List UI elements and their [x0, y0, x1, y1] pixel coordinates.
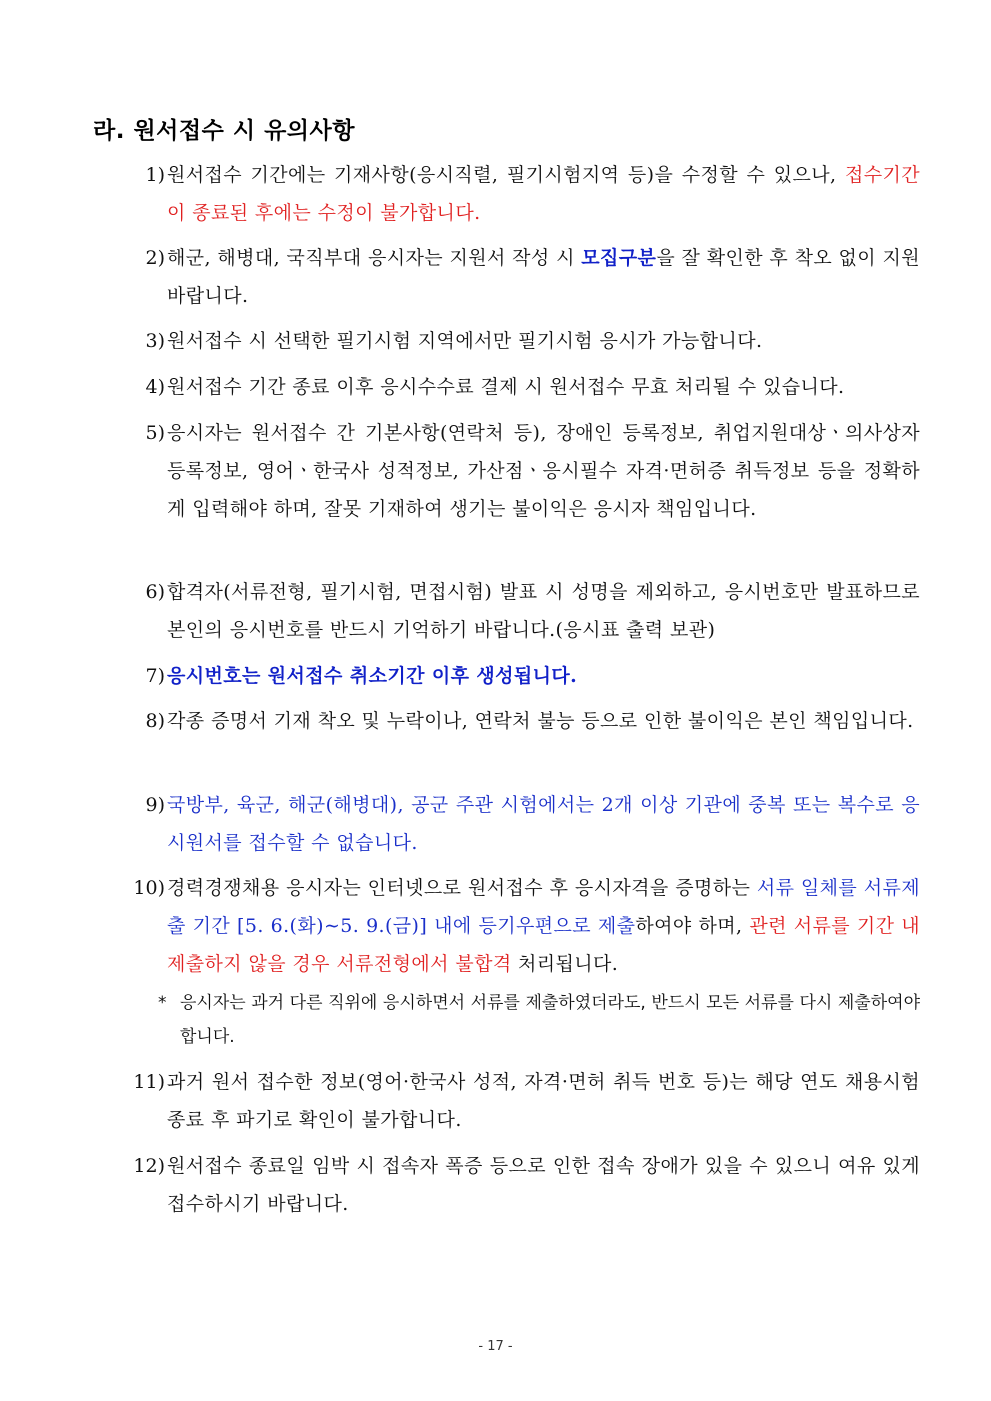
item-text [167, 414, 920, 528]
item-text [167, 657, 920, 695]
item-number: 9) [145, 794, 165, 816]
list-item-12 [120, 1147, 920, 1223]
list-item-7 [120, 657, 920, 695]
item-number: 8) [145, 710, 165, 732]
list-item-4 [120, 368, 920, 406]
list-item-11 [120, 1063, 920, 1139]
item-text [167, 322, 920, 360]
item-text-segment: 원서접수 기간 종료 이후 응시수수료 결제 시 원서접수 무효 처리될 수 있습니다. [167, 376, 845, 398]
section-heading: 라. 원서접수 시 유의사항 [93, 118, 355, 144]
footnote [158, 986, 920, 1054]
list-item-2 [120, 239, 920, 315]
item-text-segment: 과거 원서 접수한 정보(영어·한국사 성적, 자격·면허 취득 번호 등)는 해당 연도 채용시험 종료 후 파기로 확인이 불가합니다. [167, 1071, 920, 1131]
list-item-1 [120, 156, 920, 232]
item-text [167, 1063, 920, 1139]
footnote-mark: * [158, 993, 167, 1013]
item-blue-text: 국방부, 육군, 해군(해병대), 공군 주관 시험에서는 2개 이상 기관에 중복 또는 복수로 응시원서를 접수할 수 없습니다. [167, 794, 920, 854]
list-item-3 [120, 322, 920, 360]
item-text-segment: 해군, 해병대, 국직부대 응시자는 지원서 작성 시 [167, 247, 582, 269]
item-text-segment: 원서접수 종료일 임박 시 접속자 폭증 등으로 인한 접속 장애가 있을 수 있으니 여유 있게 접수하시기 바랍니다. [167, 1155, 920, 1215]
list-item-8 [120, 702, 920, 740]
item-text [167, 368, 920, 406]
item-text [167, 869, 920, 983]
item-warning-text: 관련 서류를 기간 내 제출하지 않을 경우 서류전형에서 불합격 [167, 915, 920, 975]
item-text [167, 573, 920, 649]
item-highlight-text: 모집구분 [581, 247, 657, 269]
item-text-segment: 처리됩니다. [511, 953, 619, 975]
item-text-segment: 응시자는 원서접수 간 기본사항(연락처 등), 장애인 등록정보, 취업지원대상ㆍ의사상자 등록정보, 영어ㆍ한국사 성적정보, 가산점ㆍ응시필수 자격·면허증 취득정보 등을 정확하게 입력해야 하며, 잘못 기재하여 생기는 불이익은 응시자 책임입니다. [167, 422, 920, 520]
item-number: 11) [133, 1071, 165, 1093]
item-text-segment: 을 잘 확인한 후 착오 없이 지원 바랍니다. [167, 247, 921, 307]
item-text [167, 786, 920, 862]
item-number: 4) [145, 376, 165, 398]
item-text [167, 156, 920, 232]
page-number: - 17 - [478, 1339, 513, 1354]
item-text [167, 702, 920, 740]
item-blue-text: 서류 일체를 서류제출 기간 [5. 6.(화)∼5. 9.(금)] 내에 등기우편으로 제출 [167, 877, 920, 937]
item-text [167, 239, 920, 315]
item-number: 3) [145, 330, 165, 352]
item-number: 6) [145, 581, 165, 603]
item-text-segment: 하여야 하며, [635, 915, 750, 937]
item-text-segment: 경력경쟁채용 응시자는 인터넷으로 원서접수 후 응시자격을 증명하는 [167, 877, 757, 899]
item-warning-text: 접수기간이 종료된 후에는 수정이 불가합니다. [167, 164, 920, 224]
item-text-segment: 합격자(서류전형, 필기시험, 면접시험) 발표 시 성명을 제외하고, 응시번호만 발표하므로 본인의 응시번호를 반드시 기억하기 바랍니다.(응시표 출력 보관) [167, 581, 920, 641]
item-number: 10) [133, 877, 165, 899]
list-item-9 [120, 786, 920, 862]
item-text-segment: 원서접수 시 선택한 필기시험 지역에서만 필기시험 응시가 가능합니다. [167, 330, 763, 352]
item-highlight-text: 응시번호는 원서접수 취소기간 이후 생성됩니다. [167, 665, 578, 687]
item-text [167, 1147, 920, 1223]
item-number: 12) [133, 1155, 165, 1177]
item-number: 2) [145, 247, 165, 269]
footnote-text: 응시자는 과거 다른 직위에 응시하면서 서류를 제출하였더라도, 반드시 모든 서류를 다시 제출하여야 합니다. [180, 993, 920, 1047]
item-number: 5) [145, 422, 165, 444]
list-item-6 [120, 573, 920, 649]
item-number: 7) [145, 665, 165, 687]
item-text-segment: 원서접수 기간에는 기재사항(응시직렬, 필기시험지역 등)을 수정할 수 있으나, [167, 164, 845, 186]
item-text-segment: 각종 증명서 기재 착오 및 누락이나, 연락처 불능 등으로 인한 불이익은 본인 책임입니다. [167, 710, 914, 732]
list-item-5 [120, 414, 920, 528]
list-item-10 [120, 869, 920, 983]
item-number: 1) [145, 164, 165, 186]
